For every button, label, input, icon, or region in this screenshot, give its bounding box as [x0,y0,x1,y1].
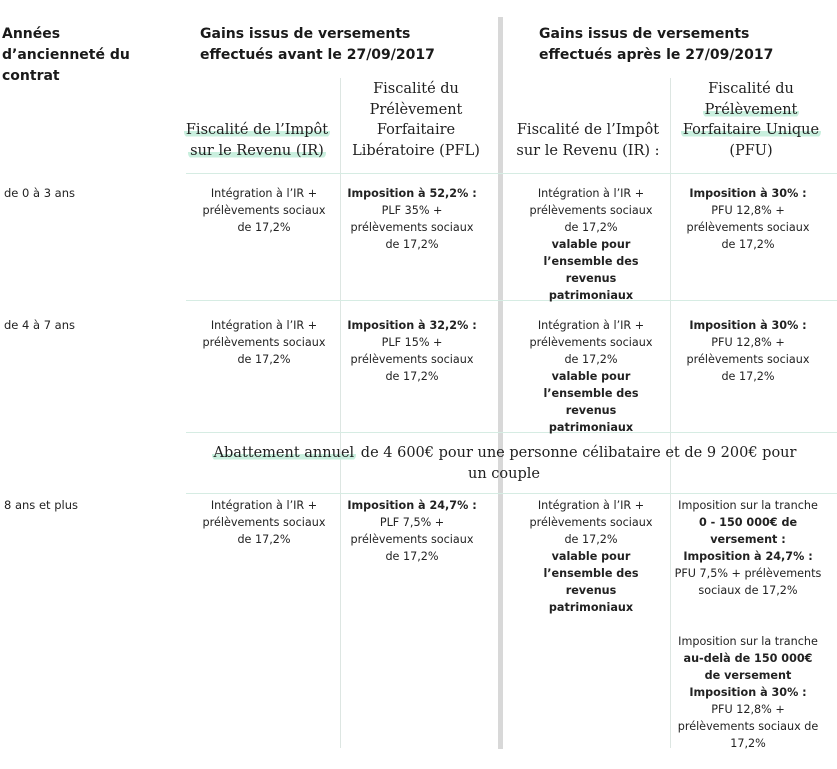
allowance-note [204,443,804,484]
header-after: Gains issus de versements effectués après le 27/09/2017 [539,26,774,63]
cell-r3-pfu-b-bold: au-delà de 150 000€ de versement [683,652,813,682]
cell-r3-before-pfl [344,497,480,565]
cell-r3-after-ir-bold: valable pour l’ensemble des revenus patrimoniaux [543,550,639,614]
row-separator-4 [186,493,837,494]
cell-r2-before-pfl-bold: Imposition à 32,2% : [347,319,477,332]
cell-r1-before-pfl-bold: Imposition à 52,2% : [347,187,477,200]
header-years: Années d’ancienneté du contrat [2,26,130,84]
cell-r2-before-ir: Intégration à l’IR + prélèvements sociaux de 17,2% [202,319,326,366]
cell-r1-after-ir [522,185,660,304]
cell-r3-after-pfu-a [674,497,822,599]
cell-r2-after-ir-bold: valable pour l’ensemble des revenus patrimoniaux [543,370,639,434]
cell-r1-after-ir-text: Intégration à l’IR + prélèvements sociaux de 17,2% [529,187,653,234]
cell-r3-pfu-a-text: Imposition sur la tranche [678,499,818,512]
row-separator-1 [186,173,837,174]
col-divider-1 [340,78,341,748]
cell-r2-before-pfl [344,317,480,385]
cell-r3-pfu-b-bold2: Imposition à 30% : [689,686,807,699]
subheader-after-pfu-line4: (PFU) [729,142,773,159]
cell-r3-pfu-b-text: Imposition sur la tranche [678,635,818,648]
cell-r3-before-pfl-bold: Imposition à 24,7% : [347,499,477,512]
cell-r3-pfu-a-bold: 0 - 150 000€ de versement : [698,516,798,546]
cell-r3-pfu-a-rest: PFU 7,5% + prélèvements sociaux de 17,2% [674,567,822,597]
cell-r1-before-ir: Intégration à l’IR + prélèvements sociaux de 17,2% [202,187,326,234]
cell-r2-after-ir-text: Intégration à l’IR + prélèvements sociaux de 17,2% [529,319,653,366]
cell-r1-before-pfl-rest: PLF 35% + prélèvements sociaux de 17,2% [350,204,474,251]
subheader-after-pfu [672,79,830,161]
row-separator-2 [186,300,837,301]
cell-r3-after-pfu-b [674,633,822,752]
cell-r1-after-pfu-bold: Imposition à 30% : [689,187,807,200]
col-divider-2 [670,78,671,748]
cell-r3-pfu-b-rest: PFU 12,8% + prélèvements sociaux de 17,2% [677,703,819,750]
subheader-before-ir-line2: sur le Revenu (IR) [190,142,324,159]
cell-r1-before-pfl [344,185,480,253]
subheader-before-ir [182,120,332,161]
header-before: Gains issus de versements effectués avant le 27/09/2017 [200,26,435,63]
cell-r2-after-pfu [678,317,818,385]
row-label-0-3: de 0 à 3 ans [4,186,76,200]
cell-r3-pfu-a-bold2: Imposition à 24,7% : [683,550,813,563]
cell-r2-after-pfu-rest: PFU 12,8% + prélèvements sociaux de 17,2% [686,336,810,383]
row-label-4-7: de 4 à 7 ans [4,318,76,332]
allowance-highlight: Abattement annuel [213,445,355,461]
cell-r1-after-pfu-rest: PFU 12,8% + prélèvements sociaux de 17,2% [686,204,810,251]
cell-r2-after-pfu-bold: Imposition à 30% : [689,319,807,332]
cell-r3-after-ir-text: Intégration à l’IR + prélèvements sociaux de 17,2% [529,499,653,546]
cell-r3-before-ir: Intégration à l’IR + prélèvements sociaux de 17,2% [202,499,326,546]
row-label-8-plus: 8 ans et plus [4,498,78,512]
subheader-after-pfu-line3: Forfaitaire Unique [682,122,820,138]
cell-r2-before-pfl-rest: PLF 15% + prélèvements sociaux de 17,2% [350,336,474,383]
row-separator-3 [186,432,837,433]
cell-r2-after-ir [522,317,660,436]
subheader-after-pfu-line2: Prélèvement [704,101,798,118]
cell-r3-after-ir [522,497,660,616]
cell-r1-after-ir-bold: valable pour l’ensemble des revenus patrimoniaux [543,238,639,302]
allowance-text: de 4 600€ pour une personne célibataire et de 9 200€ pour un couple [356,445,797,482]
cell-r3-before-pfl-rest: PLF 7,5% + prélèvements sociaux de 17,2% [350,516,474,563]
subheader-before-pfl: Fiscalité du Prélèvement Forfaitaire Libératoire (PFL) [352,81,480,159]
subheader-after-ir: Fiscalité de l’Impôt sur le Revenu (IR) : [516,122,660,159]
subheader-after-pfu-line1: Fiscalité du [708,81,794,97]
subheader-before-ir-line1: Fiscalité de l’Impôt [185,122,329,138]
cell-r1-after-pfu [678,185,818,253]
period-divider [498,17,503,749]
